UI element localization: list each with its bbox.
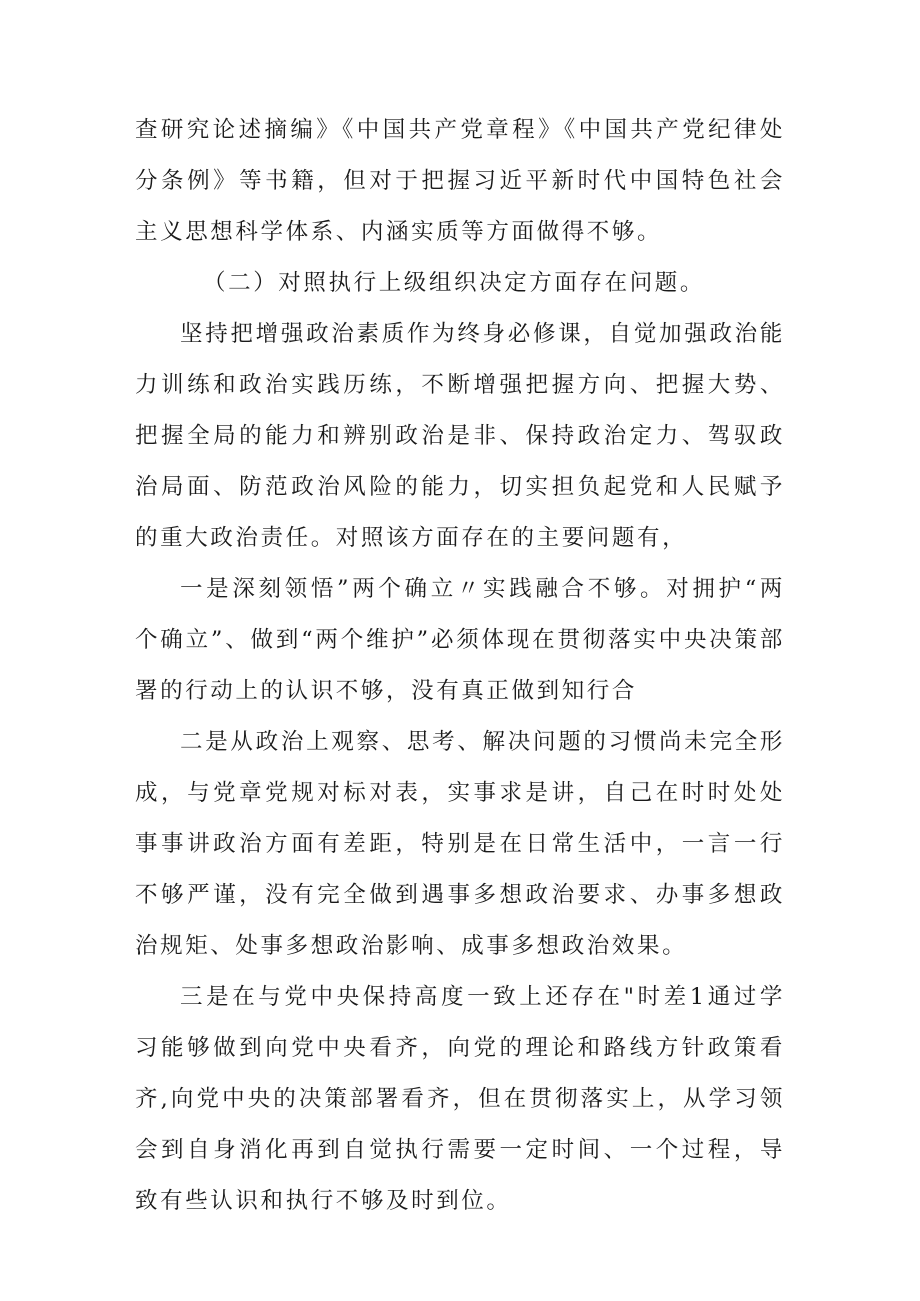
paragraph-continuation: 查研究论述摘编》《中国共产党章程》《中国共产党纪律处分条例》等书籍，但对于把握习近平新时代中国特色社会主义思想科学体系、内涵实质等方面做得不够。: [135, 117, 785, 245]
section-heading: （二）对照执行上级组织决定方面存在问题。: [203, 270, 706, 296]
paragraph-intro: 坚持把增强政治素质作为终身必修课，自觉加强政治能力训练和政治实践历练，不断增强把握方向、把握大势、把握全局的能力和辨别政治是非、保持政治定力、驾驭政治局面、防范政治风险的能力，切实担负起党和人民赋予的重大政治责任。对照该方面存在的主要问题有，: [135, 321, 785, 551]
paragraph-point-three: 三是在与党中央保持高度一致上还存在"时差1通过学习能够做到向党中央看齐，向党的理论和路线方针政策看齐,向党中央的决策部署看齐，但在贯彻落实上，从学习领会到自身消化再到自觉执行需要一定时间、一个过程，导致有些认识和执行不够及时到位。: [135, 984, 785, 1214]
document-body: [135, 105, 785, 1227]
paragraph-point-two: 二是从政治上观察、思考、解决问题的习惯尚未完全形成，与党章党规对标对表，实事求是讲，自己在时时处处事事讲政治方面有差距，特别是在日常生活中，一言一行不够严谨，没有完全做到遇事多想政治要求、办事多想政治规矩、处事多想政治影响、成事多想政治效果。: [135, 729, 785, 959]
paragraph-point-one: 一是深刻领悟”两个确立〃实践融合不够。对拥护“两个确立”、做到“两个维护”必须体现在贯彻落实中央决策部署的行动上的认识不够，没有真正做到知行合: [135, 576, 785, 704]
